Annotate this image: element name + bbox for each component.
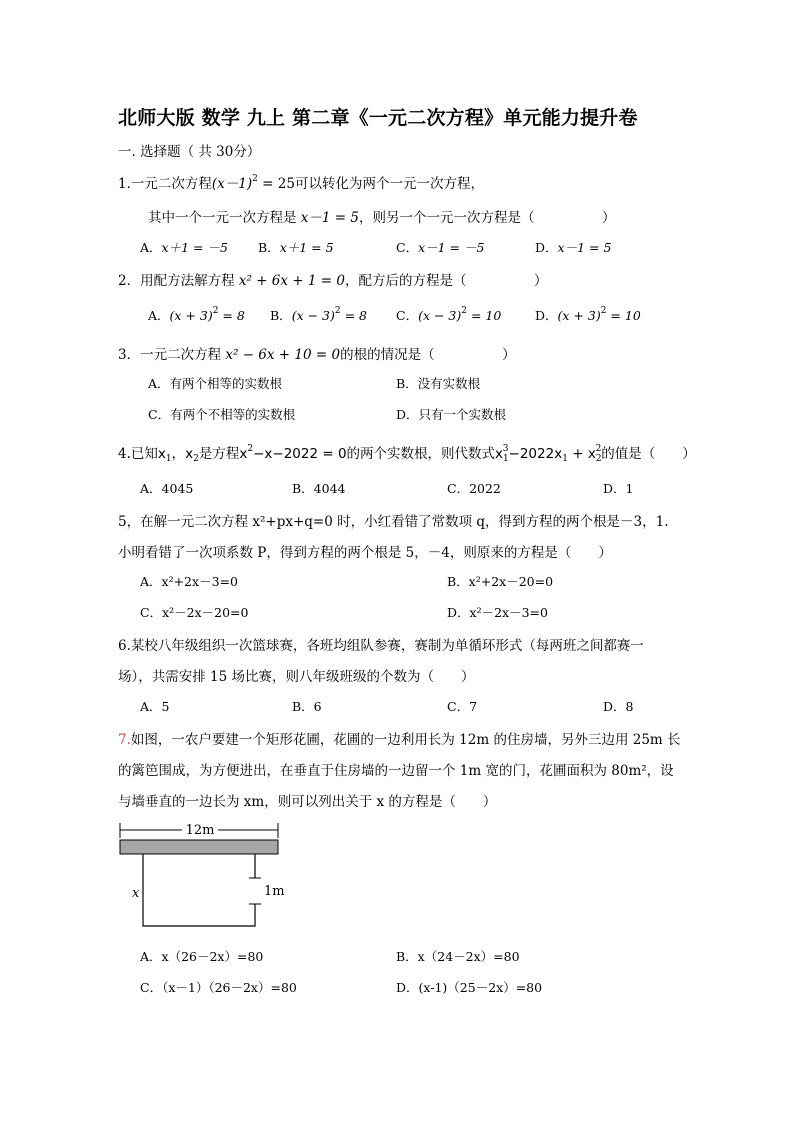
option-label: A．	[140, 240, 162, 255]
option-label: B．	[258, 240, 280, 255]
q4-c-subscript-3: 2	[595, 454, 602, 464]
q4-c-exponent: 3	[502, 444, 509, 454]
q4-c-x: x	[495, 446, 504, 462]
side-label: x	[132, 886, 140, 901]
q3-expr: x² − 6x + 10 = 0	[225, 347, 341, 363]
house-wall	[120, 840, 278, 854]
q2-option-b[interactable]	[270, 306, 367, 324]
q1-expr: (x－1)	[211, 176, 253, 192]
option-expr: x＋1 = 5	[279, 240, 334, 255]
q4-comma: ，	[171, 446, 186, 462]
q4-option-d[interactable]: D．1	[603, 481, 634, 496]
q4-text-1: 4.已知	[118, 446, 158, 462]
door-label: 1m	[264, 884, 285, 899]
option-expr: (x − 3)	[418, 308, 462, 323]
option-expr: (x − 3)	[291, 308, 335, 323]
question-7-line-1	[118, 728, 681, 748]
q4-x1: x	[157, 446, 166, 462]
option-rhs: = 10	[606, 308, 641, 323]
q1-option-c[interactable]	[396, 238, 484, 256]
wall-label: 12m	[185, 823, 215, 838]
q1-line2-b: ，则另一个一元一次方程是（ ）	[358, 210, 616, 226]
option-label: A．	[148, 308, 170, 323]
q4-c-x2: x	[554, 446, 563, 462]
q4-x1-subscript: 1	[165, 454, 172, 464]
question-7-line-2: 的篱笆围成，为方便进出，在垂直于住房墙的一边留一个 1m 宽的门，花圃面积为 80m²，设	[118, 763, 674, 779]
q4-c-x3: x	[587, 446, 596, 462]
q4-text-2: 是方程	[198, 446, 240, 462]
q7-garden-figure	[112, 818, 292, 933]
q4-eq-x: x	[239, 446, 248, 462]
q7-option-a[interactable]: A．x（26－2x）=80	[140, 949, 264, 964]
option-label: C．	[396, 308, 419, 323]
section-heading: 一. 选择题（ 共 30分）	[118, 144, 261, 160]
q3-stem-b: 的根的情况是（ ）	[340, 347, 516, 363]
q5-option-c[interactable]: C．x²－2x－20=0	[140, 605, 249, 620]
q2-option-c[interactable]	[396, 306, 501, 324]
option-label: C．	[396, 240, 419, 255]
q1-stem-a: 1.一元二次方程	[118, 176, 212, 192]
q1-option-a[interactable]	[140, 238, 228, 256]
q1-stem-b: = 25可以转化为两个一元一次方程，	[257, 176, 484, 192]
q4-option-a[interactable]: A．4045	[140, 481, 194, 496]
q3-option-a[interactable]: A．有两个相等的实数根	[148, 376, 283, 391]
q6-option-d[interactable]: D．8	[603, 699, 634, 714]
question-3	[118, 343, 516, 363]
q4-c-exponent-3: 2	[595, 444, 602, 454]
q1-option-b[interactable]	[258, 238, 334, 256]
option-rhs: = 10	[467, 308, 502, 323]
question-5-line-1: 5，在解一元二次方程 x²+px+q=0 时，小红看错了常数项 q，得到方程的两个根是－3，1.	[118, 514, 669, 530]
q1-line2-a: 其中一个一元一次方程是	[148, 210, 301, 226]
option-label: D．	[535, 240, 558, 255]
q1-line2-expr: x－1 = 5	[300, 210, 359, 226]
q7-option-c[interactable]: C．（x－1）（26－2x）=80	[140, 980, 297, 995]
q2-option-d[interactable]	[535, 306, 641, 324]
q7-line1-text: 如图，一农户要建一个矩形花圃，花圃的一边利用长为 12m 的住房墙，另外三边用 25m 长	[130, 732, 681, 748]
q7-option-b[interactable]: B．x（24－2x）=80	[396, 949, 520, 964]
option-expr: x－1 = 5	[557, 240, 612, 255]
q3-stem-a: 3．一元二次方程	[118, 347, 226, 363]
q3-option-c[interactable]: C．有两个不相等的实数根	[148, 407, 296, 422]
q6-option-c[interactable]: C．7	[447, 699, 478, 714]
q1-exponent: 2	[252, 174, 258, 184]
q5-option-a[interactable]: A．x²+2x－3=0	[140, 574, 238, 589]
q7-number: 7.	[118, 732, 131, 748]
question-5-line-2: 小明看错了一次项系数 P，得到方程的两个根是 5，－4，则原来的方程是（ ）	[118, 545, 612, 561]
q4-option-b[interactable]: B．4044	[292, 481, 346, 496]
question-6-line-1: 6.某校八年级组织一次篮球赛，各班均组队参赛，赛制为单循环形式（每两班之间都赛一	[118, 638, 644, 654]
option-label: D．	[535, 308, 558, 323]
option-exponent: 2	[212, 306, 219, 316]
q1-option-d[interactable]	[535, 238, 611, 256]
q2-expr: x² + 6x + 1 = 0	[238, 273, 345, 289]
option-expr: x－1 = －5	[418, 240, 485, 255]
question-1-line-1	[118, 172, 484, 192]
question-2	[118, 269, 547, 289]
q4-text-3: 的两个实数根，则代数式	[346, 446, 496, 462]
option-exponent: 2	[334, 306, 341, 316]
q5-option-d[interactable]: D．x²－2x－3=0	[447, 605, 548, 620]
q5-option-b[interactable]: B．x²+2x－20=0	[447, 574, 554, 589]
q3-option-d[interactable]: D．只有一个实数根	[396, 407, 507, 422]
q4-eq-rest: −x−2022 = 0	[253, 446, 347, 462]
option-expr: (x + 3)	[169, 308, 213, 323]
q4-text-4: 的值是（ ）	[601, 446, 696, 462]
q4-option-c[interactable]: C．2022	[447, 481, 501, 496]
option-exponent: 2	[461, 306, 467, 316]
option-expr: x＋1 = －5	[161, 240, 228, 255]
option-rhs: = 8	[218, 308, 245, 323]
q6-option-b[interactable]: B．6	[292, 699, 322, 714]
question-7-line-3: 与墙垂直的一边长为 xm，则可以列出关于 x 的方程是（ ）	[118, 794, 497, 810]
q4-eq-exponent: 2	[247, 444, 254, 454]
page-title: 北师大版 数学 九上 第二章《一元二次方程》单元能力提升卷	[118, 107, 638, 129]
q4-plus: +	[567, 446, 588, 462]
q4-c-subscript-2: 1	[562, 454, 568, 464]
q2-stem-a: 2．用配方法解方程	[118, 273, 239, 289]
q6-option-a[interactable]: A．5	[140, 699, 170, 714]
q3-option-b[interactable]: B．没有实数根	[396, 376, 481, 391]
option-exponent: 2	[600, 306, 607, 316]
q7-option-d[interactable]: D．(x-1)（25－2x）=80	[396, 980, 543, 995]
fence	[143, 854, 255, 926]
option-label: B．	[270, 308, 292, 323]
q2-option-a[interactable]	[148, 306, 245, 324]
question-4	[118, 442, 696, 462]
q4-c-mid: −2022	[508, 446, 555, 462]
q4-c-subscript: 1	[503, 454, 509, 464]
option-expr: (x + 3)	[557, 308, 601, 323]
q4-x2-subscript: 2	[193, 454, 199, 464]
q4-x2: x	[185, 446, 194, 462]
q2-stem-b: ，配方后的方程是（ ）	[344, 273, 548, 289]
option-rhs: = 8	[340, 308, 367, 323]
question-6-line-2: 场），共需安排 15 场比赛，则八年级班级的个数为（ ）	[118, 669, 475, 685]
question-1-line-2	[148, 206, 615, 226]
